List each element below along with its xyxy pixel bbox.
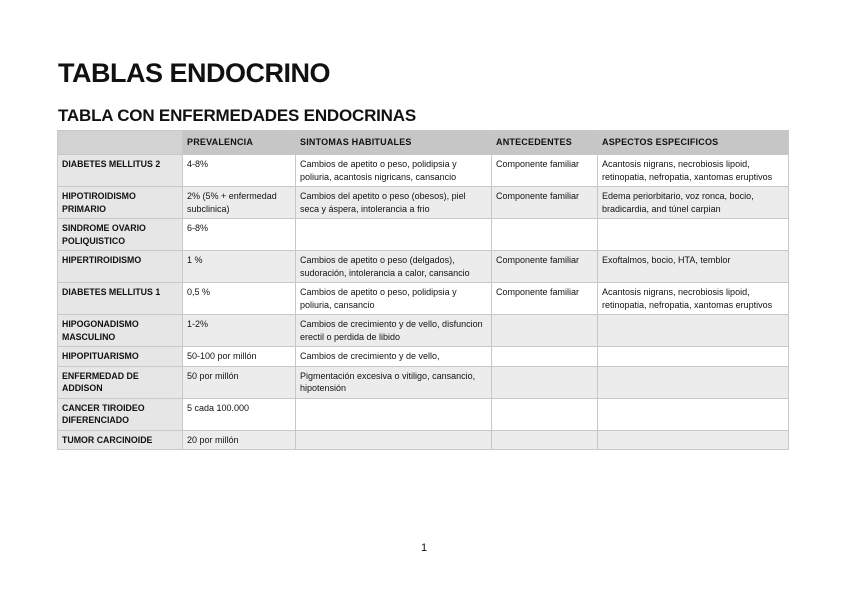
table-body xyxy=(58,155,789,450)
cell-history: Componente familiar xyxy=(492,283,598,315)
cell-specifics: Acantosis nigrans, necrobiosis lipoid, retinopatia, nefropatia, xantomas eruptivos xyxy=(598,283,789,315)
cell-symptoms: Cambios de apetito o peso, polidipsia y poliuria, cansancio xyxy=(296,283,492,315)
page-title: TABLAS ENDOCRINO xyxy=(58,58,330,88)
cell-disease: HIPOTIROIDISMO PRIMARIO xyxy=(58,187,183,219)
table-row xyxy=(58,430,789,450)
cell-history: Componente familiar xyxy=(492,187,598,219)
cell-history xyxy=(492,315,598,347)
cell-symptoms: Cambios de crecimiento y de vello, xyxy=(296,347,492,367)
cell-history xyxy=(492,347,598,367)
header-prevalence: PREVALENCIA xyxy=(183,131,296,155)
header-row xyxy=(58,131,789,155)
cell-specifics xyxy=(598,430,789,450)
cell-specifics xyxy=(598,398,789,430)
cell-disease: CANCER TIROIDEO DIFERENCIADO xyxy=(58,398,183,430)
table-row xyxy=(58,398,789,430)
cell-symptoms: Pigmentación excesiva o vitiligo, cansancio, hipotensión xyxy=(296,366,492,398)
cell-history xyxy=(492,219,598,251)
cell-prevalence: 2% (5% + enfermedad subclinica) xyxy=(183,187,296,219)
header-symptoms: SINTOMAS HABITUALES xyxy=(296,131,492,155)
cell-disease: HIPERTIROIDISMO xyxy=(58,251,183,283)
cell-symptoms: Cambios de apetito o peso (delgados), sudoración, intolerancia a calor, cansancio xyxy=(296,251,492,283)
table-header xyxy=(58,131,789,155)
cell-prevalence: 5 cada 100.000 xyxy=(183,398,296,430)
table-row xyxy=(58,219,789,251)
cell-history: Componente familiar xyxy=(492,155,598,187)
cell-symptoms: Cambios de crecimiento y de vello, disfuncion erectil o perdida de libido xyxy=(296,315,492,347)
cell-symptoms xyxy=(296,219,492,251)
table-row xyxy=(58,155,789,187)
cell-specifics: Acantosis nigrans, necrobiosis lipoid, retinopatia, nefropatia, xantomas eruptivos xyxy=(598,155,789,187)
header-corner xyxy=(58,131,183,155)
cell-specifics xyxy=(598,315,789,347)
cell-history: Componente familiar xyxy=(492,251,598,283)
table-row xyxy=(58,187,789,219)
cell-prevalence: 50-100 por millón xyxy=(183,347,296,367)
cell-symptoms: Cambios del apetito o peso (obesos), piel seca y áspera, intolerancia a frio xyxy=(296,187,492,219)
endocrine-diseases-table xyxy=(57,130,789,450)
cell-symptoms xyxy=(296,398,492,430)
cell-specifics: Exoftalmos, bocio, HTA, temblor xyxy=(598,251,789,283)
section-title: TABLA CON ENFERMEDADES ENDOCRINAS xyxy=(58,106,416,125)
cell-history xyxy=(492,366,598,398)
cell-prevalence: 1-2% xyxy=(183,315,296,347)
cell-disease: DIABETES MELLITUS 2 xyxy=(58,155,183,187)
header-specifics: ASPECTOS ESPECIFICOS xyxy=(598,131,789,155)
cell-disease: ENFERMEDAD DE ADDISON xyxy=(58,366,183,398)
page-number: 1 xyxy=(420,542,428,554)
cell-prevalence: 20 por millón xyxy=(183,430,296,450)
cell-specifics xyxy=(598,366,789,398)
cell-history xyxy=(492,398,598,430)
table-row xyxy=(58,251,789,283)
cell-prevalence: 4-8% xyxy=(183,155,296,187)
cell-disease: HIPOGONADISMO MASCULINO xyxy=(58,315,183,347)
cell-symptoms xyxy=(296,430,492,450)
cell-history xyxy=(492,430,598,450)
cell-specifics xyxy=(598,347,789,367)
cell-disease: HIPOPITUARISMO xyxy=(58,347,183,367)
table-row xyxy=(58,366,789,398)
table-row xyxy=(58,347,789,367)
cell-specifics: Edema periorbitario, voz ronca, bocio, bradicardia, and túnel carpian xyxy=(598,187,789,219)
table-row xyxy=(58,283,789,315)
cell-prevalence: 1 % xyxy=(183,251,296,283)
cell-prevalence: 50 por millón xyxy=(183,366,296,398)
cell-specifics xyxy=(598,219,789,251)
header-history: ANTECEDENTES xyxy=(492,131,598,155)
cell-disease: DIABETES MELLITUS 1 xyxy=(58,283,183,315)
cell-prevalence: 0,5 % xyxy=(183,283,296,315)
cell-disease: TUMOR CARCINOIDE xyxy=(58,430,183,450)
cell-symptoms: Cambios de apetito o peso, polidipsia y poliuria, acantosis nigricans, cansancio xyxy=(296,155,492,187)
cell-prevalence: 6-8% xyxy=(183,219,296,251)
table-row xyxy=(58,315,789,347)
cell-disease: SINDROME OVARIO POLIQUISTICO xyxy=(58,219,183,251)
